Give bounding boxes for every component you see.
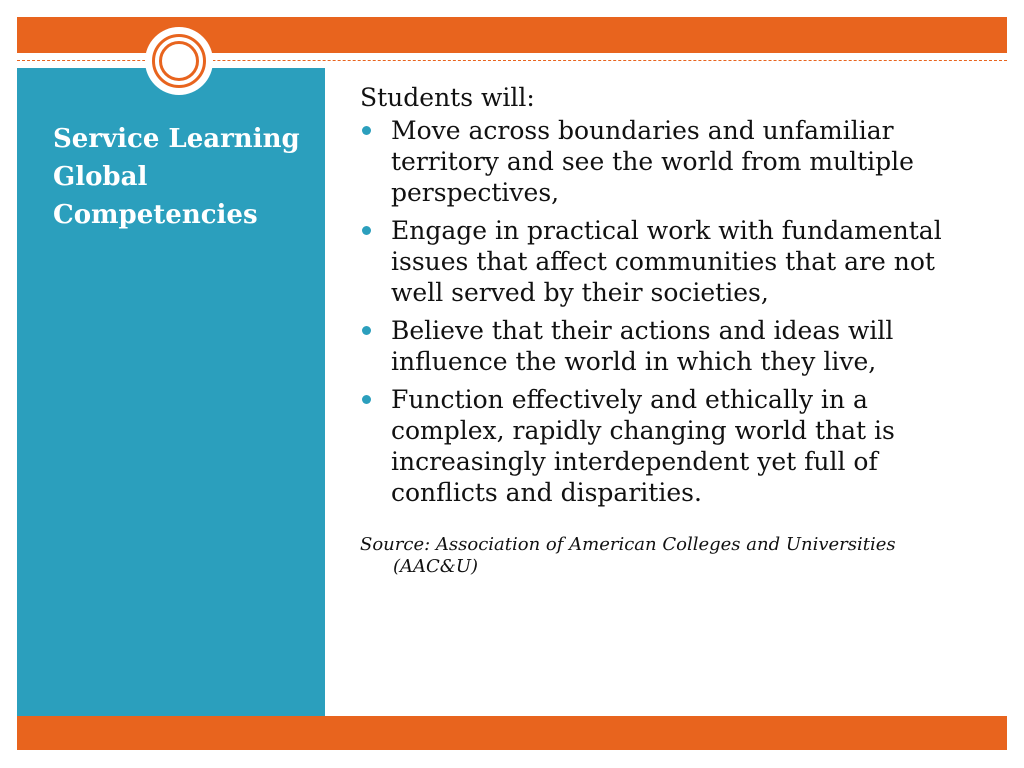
bullet-text: Believe that their actions and ideas will influence the world in which they live, [391, 316, 894, 376]
bullet-icon [362, 226, 371, 235]
slide-body [360, 82, 980, 578]
bullet-text: Engage in practical work with fundamental issues that affect communities that are not well served by their societies, [391, 216, 942, 307]
bullet-text: Function effectively and ethically in a complex, rapidly changing world that is increasingly interdependent yet full of conflicts and disparities. [391, 385, 895, 507]
bullet-item [360, 215, 980, 308]
bullet-item [360, 384, 980, 508]
inner-ring-icon [159, 41, 199, 81]
bullet-icon [362, 395, 371, 404]
bottom-accent-bar [17, 716, 1007, 750]
bullet-text: Move across boundaries and unfamiliar territory and see the world from multiple perspectives, [391, 116, 914, 207]
bullet-item [360, 315, 980, 377]
bullet-list [360, 115, 980, 508]
bullet-icon [362, 126, 371, 135]
bullet-item [360, 115, 980, 208]
source-citation: Source: Association of American Colleges and Universities (AAC&U) [360, 534, 896, 577]
slide-title: Service Learning Global Competencies [53, 124, 300, 230]
bullet-icon [362, 326, 371, 335]
lead-text: Students will: [360, 83, 535, 112]
